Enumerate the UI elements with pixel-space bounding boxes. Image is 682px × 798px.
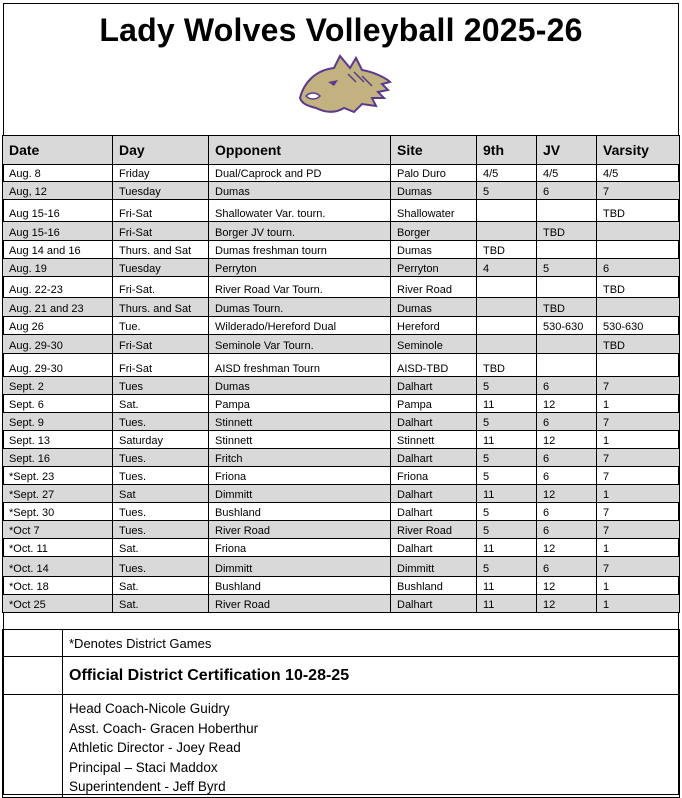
cell-varsity: TBD	[597, 277, 680, 298]
column-header: Date	[3, 136, 113, 165]
cell-opponent: River Road	[209, 595, 391, 613]
column-header: Site	[391, 136, 477, 165]
cell-day: Fri-Sat	[113, 354, 209, 377]
cell-date: Aug 15-16	[3, 200, 113, 222]
cell-9th: 5	[477, 413, 537, 431]
cell-date: Aug, 12	[3, 182, 113, 200]
cell-jv	[537, 200, 597, 222]
cell-9th	[477, 277, 537, 298]
cell-jv: 6	[537, 503, 597, 521]
cell-date: Aug 14 and 16	[3, 241, 113, 259]
cell-site: River Road	[391, 521, 477, 539]
cell-opponent: Bushland	[209, 577, 391, 595]
cell-site: Dimmitt	[391, 557, 477, 577]
cell-jv	[537, 241, 597, 259]
table-row	[3, 165, 680, 182]
column-header: Opponent	[209, 136, 391, 165]
table-row	[3, 298, 680, 317]
cell-9th	[477, 200, 537, 222]
cell-9th	[477, 317, 537, 335]
staff-line: Principal – Staci Maddox	[69, 759, 218, 775]
cell-jv: 12	[537, 395, 597, 413]
footer-blank	[3, 630, 63, 657]
header-row	[3, 136, 680, 165]
cell-date: Aug. 29-30	[3, 335, 113, 354]
cell-opponent: Dumas	[209, 377, 391, 395]
table-row	[3, 539, 680, 557]
table-row	[3, 241, 680, 259]
cell-site: River Road	[391, 277, 477, 298]
cell-site: Dalhart	[391, 503, 477, 521]
table-row	[3, 485, 680, 503]
cell-varsity: TBD	[597, 200, 680, 222]
cell-opponent: Perryton	[209, 259, 391, 277]
cell-jv: 12	[537, 577, 597, 595]
cell-varsity: 7	[597, 413, 680, 431]
cell-varsity: 7	[597, 521, 680, 539]
cell-jv: 12	[537, 431, 597, 449]
cell-day: Tues	[113, 377, 209, 395]
cell-jv: TBD	[537, 222, 597, 241]
cell-jv: 12	[537, 595, 597, 613]
cell-opponent: Bushland	[209, 503, 391, 521]
cell-varsity: TBD	[597, 335, 680, 354]
cell-site: Stinnett	[391, 431, 477, 449]
cell-opponent: Pampa	[209, 395, 391, 413]
table-row	[3, 335, 680, 354]
table-row	[3, 377, 680, 395]
cell-day: Fri-Sat	[113, 222, 209, 241]
schedule-body	[3, 165, 680, 613]
cell-day: Sat.	[113, 539, 209, 557]
cell-site: Bushland	[391, 577, 477, 595]
cell-jv: 6	[537, 521, 597, 539]
cell-date: Sept. 9	[3, 413, 113, 431]
page-title: Lady Wolves Volleyball 2025-26	[99, 12, 583, 48]
cell-day: Sat.	[113, 395, 209, 413]
cell-9th: 11	[477, 595, 537, 613]
cell-opponent: Fritch	[209, 449, 391, 467]
cell-date: *Sept. 23	[3, 467, 113, 485]
table-row	[3, 277, 680, 298]
cell-date: Sept. 16	[3, 449, 113, 467]
cell-opponent: Stinnett	[209, 413, 391, 431]
cell-9th: 11	[477, 395, 537, 413]
cell-jv: 5	[537, 259, 597, 277]
staff-line: Athletic Director - Joey Read	[69, 740, 241, 755]
column-header: 9th	[477, 136, 537, 165]
cell-opponent: River Road	[209, 521, 391, 539]
cell-varsity: 7	[597, 467, 680, 485]
cell-varsity: 7	[597, 182, 680, 200]
cell-site: Palo Duro	[391, 165, 477, 182]
cell-date: *Oct 7	[3, 521, 113, 539]
table-row	[3, 182, 680, 200]
cell-site: Dumas	[391, 298, 477, 317]
staff-list	[63, 695, 680, 798]
cell-9th: 5	[477, 377, 537, 395]
cell-9th: 11	[477, 485, 537, 503]
cell-jv: 12	[537, 485, 597, 503]
cell-opponent: Dual/Caprock and PD	[209, 165, 391, 182]
staff-line: Superintendent - Jeff Byrd	[69, 779, 226, 794]
cell-9th: 11	[477, 431, 537, 449]
cell-site: Perryton	[391, 259, 477, 277]
cell-site: Dumas	[391, 182, 477, 200]
cell-date: Sept. 2	[3, 377, 113, 395]
footer-table	[2, 629, 680, 798]
cell-9th: 5	[477, 182, 537, 200]
cell-9th: TBD	[477, 354, 537, 377]
cell-day: Thurs. and Sat	[113, 298, 209, 317]
cell-date: *Sept. 27	[3, 485, 113, 503]
cell-date: Sept. 6	[3, 395, 113, 413]
cell-9th: 11	[477, 577, 537, 595]
cell-site: Seminole	[391, 335, 477, 354]
footer-blank	[3, 695, 63, 798]
cell-varsity: 1	[597, 431, 680, 449]
cell-opponent: Stinnett	[209, 431, 391, 449]
cell-day: Sat.	[113, 577, 209, 595]
table-row	[3, 413, 680, 431]
cell-varsity: 1	[597, 539, 680, 557]
cell-date: *Oct. 18	[3, 577, 113, 595]
cell-9th: 5	[477, 449, 537, 467]
cell-site: Shallowater	[391, 200, 477, 222]
table-row	[3, 354, 680, 377]
cell-day: Tues.	[113, 557, 209, 577]
cell-jv: 6	[537, 467, 597, 485]
cell-jv: 4/5	[537, 165, 597, 182]
cell-day: Tues.	[113, 467, 209, 485]
table-row	[3, 317, 680, 335]
cell-day: Tues.	[113, 449, 209, 467]
cell-date: Aug. 21 and 23	[3, 298, 113, 317]
cell-site: Dumas	[391, 241, 477, 259]
cell-day: Saturday	[113, 431, 209, 449]
cell-site: Pampa	[391, 395, 477, 413]
cell-9th: 11	[477, 539, 537, 557]
certification-text: Official District Certification 10-28-25	[63, 657, 680, 695]
cell-site: Friona	[391, 467, 477, 485]
cell-site: AISD-TBD	[391, 354, 477, 377]
cell-opponent: AISD freshman Tourn	[209, 354, 391, 377]
table-row	[3, 395, 680, 413]
table-row	[3, 431, 680, 449]
cell-9th: 5	[477, 467, 537, 485]
cell-opponent: Seminole Var Tourn.	[209, 335, 391, 354]
cell-varsity: 7	[597, 503, 680, 521]
cell-varsity: 7	[597, 449, 680, 467]
cell-site: Hereford	[391, 317, 477, 335]
cell-9th: 5	[477, 557, 537, 577]
cell-site: Dalhart	[391, 595, 477, 613]
cell-jv	[537, 277, 597, 298]
cell-day: Sat.	[113, 595, 209, 613]
table-row	[3, 222, 680, 241]
cell-jv: 6	[537, 557, 597, 577]
wolf-head-icon	[294, 52, 394, 116]
cell-day: Fri-Sat.	[113, 277, 209, 298]
cell-site: Dalhart	[391, 485, 477, 503]
cell-varsity: 530-630	[597, 317, 680, 335]
cell-date: Aug. 8	[3, 165, 113, 182]
cell-jv: 6	[537, 413, 597, 431]
table-row	[3, 449, 680, 467]
column-header: Varsity	[597, 136, 680, 165]
cell-date: Aug. 22-23	[3, 277, 113, 298]
cell-day: Tues.	[113, 521, 209, 539]
cell-varsity	[597, 354, 680, 377]
cell-9th	[477, 298, 537, 317]
staff-line: Asst. Coach- Gracen Hoberthur	[69, 720, 259, 736]
cell-day: Tues.	[113, 413, 209, 431]
cell-jv: 12	[537, 539, 597, 557]
cell-varsity: 6	[597, 259, 680, 277]
cell-varsity: 7	[597, 557, 680, 577]
cell-date: Aug. 19	[3, 259, 113, 277]
cell-day: Tues.	[113, 503, 209, 521]
cell-opponent: Dumas freshman tourn	[209, 241, 391, 259]
cell-opponent: Friona	[209, 539, 391, 557]
cell-jv	[537, 354, 597, 377]
cell-date: *Oct 25	[3, 595, 113, 613]
cell-day: Tuesday	[113, 182, 209, 200]
cell-9th: TBD	[477, 241, 537, 259]
cell-site: Borger	[391, 222, 477, 241]
cell-opponent: Borger JV tourn.	[209, 222, 391, 241]
cell-9th	[477, 335, 537, 354]
staff-line: Head Coach-Nicole Guidry	[69, 701, 230, 716]
cell-9th	[477, 222, 537, 241]
cell-date: Aug 15-16	[3, 222, 113, 241]
cell-varsity: 4/5	[597, 165, 680, 182]
cell-opponent: Dumas	[209, 182, 391, 200]
table-row	[3, 595, 680, 613]
cell-jv: 530-630	[537, 317, 597, 335]
cell-day: Tue.	[113, 317, 209, 335]
cell-site: Dalhart	[391, 377, 477, 395]
column-header: JV	[537, 136, 597, 165]
cell-day: Fri-Sat	[113, 335, 209, 354]
footer-blank	[3, 657, 63, 695]
table-row	[3, 200, 680, 222]
schedule-table	[2, 135, 680, 613]
cell-varsity	[597, 298, 680, 317]
cell-date: Aug 26	[3, 317, 113, 335]
cell-varsity: 1	[597, 595, 680, 613]
cell-day: Friday	[113, 165, 209, 182]
cell-jv: TBD	[537, 298, 597, 317]
cell-varsity: 1	[597, 485, 680, 503]
cell-date: Aug. 29-30	[3, 354, 113, 377]
table-row	[3, 503, 680, 521]
cell-date: Sept. 13	[3, 431, 113, 449]
cell-varsity	[597, 222, 680, 241]
cell-opponent: Wilderado/Hereford Dual	[209, 317, 391, 335]
cell-opponent: River Road Var Tourn.	[209, 277, 391, 298]
table-row	[3, 521, 680, 539]
cell-day: Fri-Sat	[113, 200, 209, 222]
cell-site: Dalhart	[391, 449, 477, 467]
cell-opponent: Dimmitt	[209, 485, 391, 503]
cell-date: *Oct. 14	[3, 557, 113, 577]
table-row	[3, 259, 680, 277]
cell-opponent: Dimmitt	[209, 557, 391, 577]
cell-jv	[537, 335, 597, 354]
column-header: Day	[113, 136, 209, 165]
cell-opponent: Friona	[209, 467, 391, 485]
cell-date: *Sept. 30	[3, 503, 113, 521]
cell-site: Dalhart	[391, 413, 477, 431]
cell-day: Thurs. and Sat	[113, 241, 209, 259]
table-row	[3, 467, 680, 485]
cell-opponent: Shallowater Var. tourn.	[209, 200, 391, 222]
cell-9th: 5	[477, 521, 537, 539]
cell-varsity: 7	[597, 377, 680, 395]
cell-varsity: 1	[597, 577, 680, 595]
table-row	[3, 557, 680, 577]
cell-varsity	[597, 241, 680, 259]
cell-9th: 4	[477, 259, 537, 277]
district-note: *Denotes District Games	[63, 630, 680, 657]
cell-jv: 6	[537, 182, 597, 200]
cell-varsity: 1	[597, 395, 680, 413]
cell-9th: 4/5	[477, 165, 537, 182]
cell-9th: 5	[477, 503, 537, 521]
cell-date: *Oct. 11	[3, 539, 113, 557]
cell-day: Tuesday	[113, 259, 209, 277]
cell-jv: 6	[537, 377, 597, 395]
cell-site: Dalhart	[391, 539, 477, 557]
cell-jv: 6	[537, 449, 597, 467]
cell-opponent: Dumas Tourn.	[209, 298, 391, 317]
table-row	[3, 577, 680, 595]
cell-day: Sat	[113, 485, 209, 503]
